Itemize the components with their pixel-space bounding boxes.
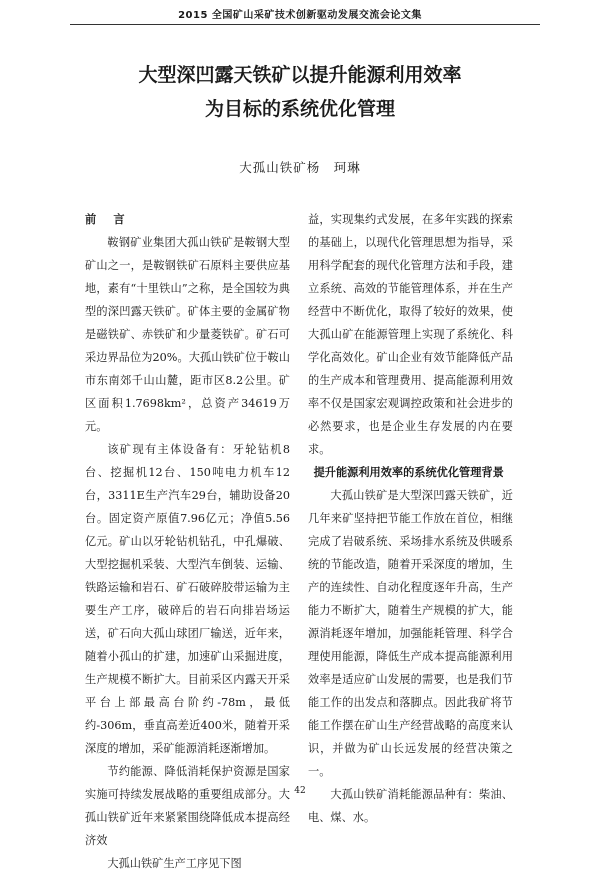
- left-column: [85, 208, 290, 875]
- header-rule: [70, 24, 540, 25]
- left-paragraph-2: 该矿现有主体设备有：牙轮钻机8台、挖掘机12台、150吨电力机车12台，3311E生产汽车29台，辅助设备20台。固定资产原值7.96亿元；净值5.56亿元。矿山以牙轮钻机钻孔，中孔爆破、大型挖掘机采装、大型汽车倒装、运输、铁路运输和岩石、矿石破碎胶带运输为主要生产工序，破碎后的岩石向排岩场运送，矿石向大孤山球团厂输送，近年来，随着小孤山的扩建，加速矿山采掘进度，生产规模不断扩大。目前采区内露天开采平台上部最高台阶约-78m，最低约-306m，垂直高差近400米，随着开采深度的增加，采矿能源消耗逐渐增加。: [85, 443, 290, 755]
- section-heading-preface: 前 言: [85, 213, 128, 226]
- right-paragraph-2: 大孤山铁矿是大型深凹露天铁矿，近几年来矿坚持把节能工作放在首位，相继完成了岩破系统、采场排水系统及供暖系统的节能改造，随着开采深度的增加，生产的连续性、自动化程度逐年升高，生产能力不断扩大，随着生产规模的扩大，能源消耗逐年增加，加强能耗管理、科学合理使用能源，降低生产成本提高能源利用效率是适应矿山发展的需要，也是我们节能工作的出发点和落脚点。因此我矿将节能工作摆在矿山生产经营战略的高度来认识，并做为矿山长远发展的经营决策之一。: [308, 489, 513, 778]
- left-paragraph-1: 鞍钢矿业集团大孤山铁矿是鞍钢大型矿山之一，是鞍钢铁矿石原料主要供应基地，素有“十里铁山”之称，是全国较为典型的深凹露天铁矿。矿体主要的金属矿物是磁铁矿、赤铁矿和少量菱铁矿。矿石可采边界品位为20%。大孤山铁矿位于鞍山市东南郊千山山麓，距市区8.2公里。矿区面积1.7698km²，总资产34619万元。: [85, 236, 290, 433]
- article-title: [0, 58, 600, 126]
- left-paragraph-3: 节约能源、降低消耗保护资源是国家实施可持续发展战略的重要组成部分。大孤山铁矿近年来紧紧围绕降低成本提高经济效: [85, 765, 290, 847]
- article-authors: 大孤山铁矿杨 珂琳: [239, 160, 361, 175]
- running-header: 2015 全国矿山采矿技术创新驱动发展交流会论文集: [178, 10, 422, 21]
- title-line-2: 为目标的系统优化管理: [204, 98, 395, 120]
- page-number: 42: [294, 786, 306, 796]
- right-paragraph-1: 益，实现集约式发展，在多年实践的探索的基础上，以现代化管理思想为指导，采用科学配套的现代化管理方法和手段，建立系统、高效的节能管理体系，并在生产经营中不断优化，取得了较好的效果，使大孤山矿在能源管理上实现了系统化、科学化高效化。矿山企业有效节能降低产品的生产成本和管理费用、提高能源利用效率不仅是国家宏观调控政策和社会进步的必然要求，也是企业生存发展的内在要求。: [308, 213, 513, 456]
- section-heading-background: 提升能源利用效率的系统优化管理背景: [313, 466, 504, 479]
- right-paragraph-3: 大孤山铁矿消耗能源品种有：柴油、电、煤、水。: [308, 788, 513, 824]
- title-line-1: 大型深凹露天铁矿以提升能源利用效率: [138, 64, 462, 86]
- right-column: [308, 208, 513, 829]
- left-paragraph-4: 大孤山铁矿生产工序见下图: [107, 857, 242, 870]
